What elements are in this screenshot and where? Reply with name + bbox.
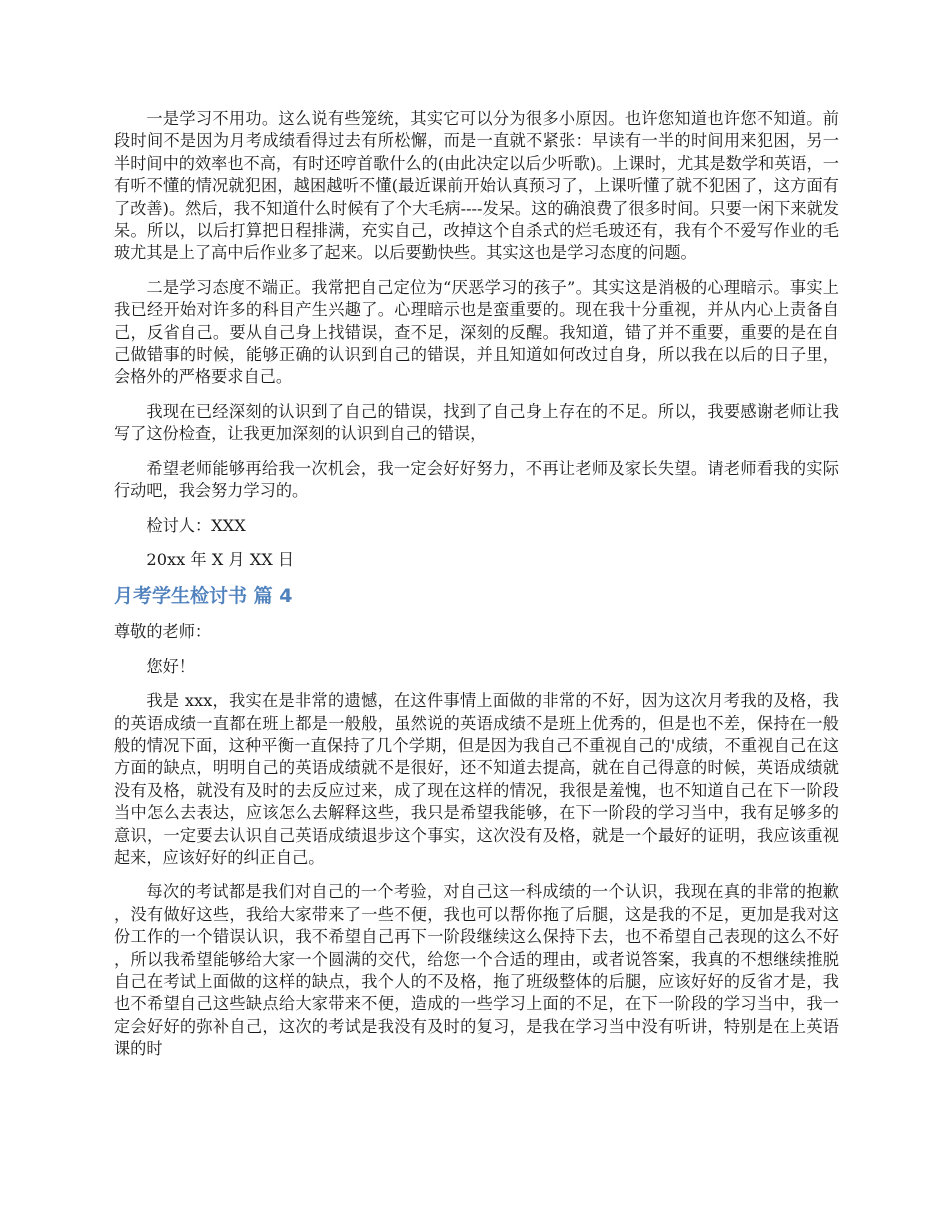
paragraph-realization: 我现在已经深刻的认识到了自己的错误，找到了自己身上存在的不足。所以，我要感谢老师让我写了这份检查，让我更加深刻的认识到自己的错误， xyxy=(114,401,839,444)
section-title: 月考学生检讨书 xyxy=(114,585,248,608)
section-heading xyxy=(114,583,839,609)
date-line: 20xx 年 X 月 XX 日 xyxy=(146,549,295,569)
signature-line: 检讨人：XXX xyxy=(146,515,246,535)
document-page xyxy=(114,108,839,1073)
greeting: 您好！ xyxy=(146,656,195,676)
paragraph-hope: 希望老师能够再给我一次机会，我一定会好好努力，不再让老师及家长失望。请老师看我的实际行动吧，我会努力学习的。 xyxy=(114,458,839,501)
paragraph-study-attitude: 二是学习态度不端正。我常把自己定位为“厌恶学习的孩子”。其实这是消极的心理暗示。事实上我已经开始对许多的科目产生兴趣了。心理暗示也是蛮重要的。现在我十分重视，并从内心上责备自己，反省自己。要从自己身上找错误，查不足，深刻的反醒。我知道，错了并不重要，重要的是在自己做错事的时候，能够正确的认识到自己的错误，并且知道如何改过自身，所以我在以后的日子里，会格外的严格要求自己。 xyxy=(114,277,839,387)
letter-body-paragraph: 我是 xxx，我实在是非常的遗憾，在这件事情上面做的非常的不好，因为这次月考我的及格，我的英语成绩一直都在班上都是一般般，虽然说的英语成绩不是班上优秀的，但是也不差，保持在一般般的情况下面，这种平衡一直保持了几个学期，但是因为我自己不重视自己的'成绩，不重视自己在这方面的缺点，明明自己的英语成绩就不是很好，还不知道去提高，就在自己得意的时候，英语成绩就没有及格，就没有及时的去反应过来，成了现在这样的情况，我很是羞愧，也不知道自己在下一阶段当中怎么去表达，应该怎么去解释这些，我只是希望我能够，在下一阶段的学习当中，我有足够多的意识，一定要去认识自己英语成绩退步这个事实，这次没有及格，就是一个最好的证明，我应该重视起来，应该好好的纠正自己。 xyxy=(114,691,839,867)
paragraph-study-effort: 一是学习不用功。这么说有些笼统，其实它可以分为很多小原因。也许您知道也许您不知道。前段时间不是因为月考成绩看得过去有所松懈，而是一直就不紧张：早读有一半的时间用来犯困，另一半时间中的效率也不高，有时还哼首歌什么的(由此决定以后少听歌)。上课时，尤其是数学和英语，一有听不懂的情况就犯困，越困越听不懂(最近课前开始认真预习了，上课听懂了就不犯困了，这方面有了改善)。然后，我不知道什么时候有了个大毛病----发呆。这的确浪费了很多时间。只要一闲下来就发呆。所以，以后打算把日程排满，充实自己，改掉这个自杀式的烂毛玻还有，我有个不爱写作业的毛玻尤其是上了高中后作业多了起来。以后要勤快些。其实这也是学习态度的问题。 xyxy=(114,109,839,263)
section-number: 篇 4 xyxy=(253,585,293,608)
salutation: 尊敬的老师： xyxy=(114,622,212,642)
letter-body-paragraph: 每次的考试都是我们对自己的一个考验，对自己这一科成绩的一个认识，我现在真的非常的抱歉，没有做好这些，我给大家带来了一些不便，我也可以帮你拖了后腿，这是我的不足，更加是我对这份工作的一个错误认识，我不希望自己再下一阶段继续这么保持下去，也不希望自己表现的这么不好，所以我希望能够给大家一个圆满的交代，给您一个合适的理由，或者说答案，我真的不想继续推脱自己在考试上面做的这样的缺点，我个人的不及格，拖了班级整体的后腿，应该好好的反省才是，我也不希望自己这些缺点给大家带来不便，造成的一些学习上面的不足，在下一阶段的学习当中，我一定会好好的弥补自己，这次的考试是我没有及时的复习，是我在学习当中没有听讲，特别是在上英语课的时 xyxy=(114,882,839,1059)
